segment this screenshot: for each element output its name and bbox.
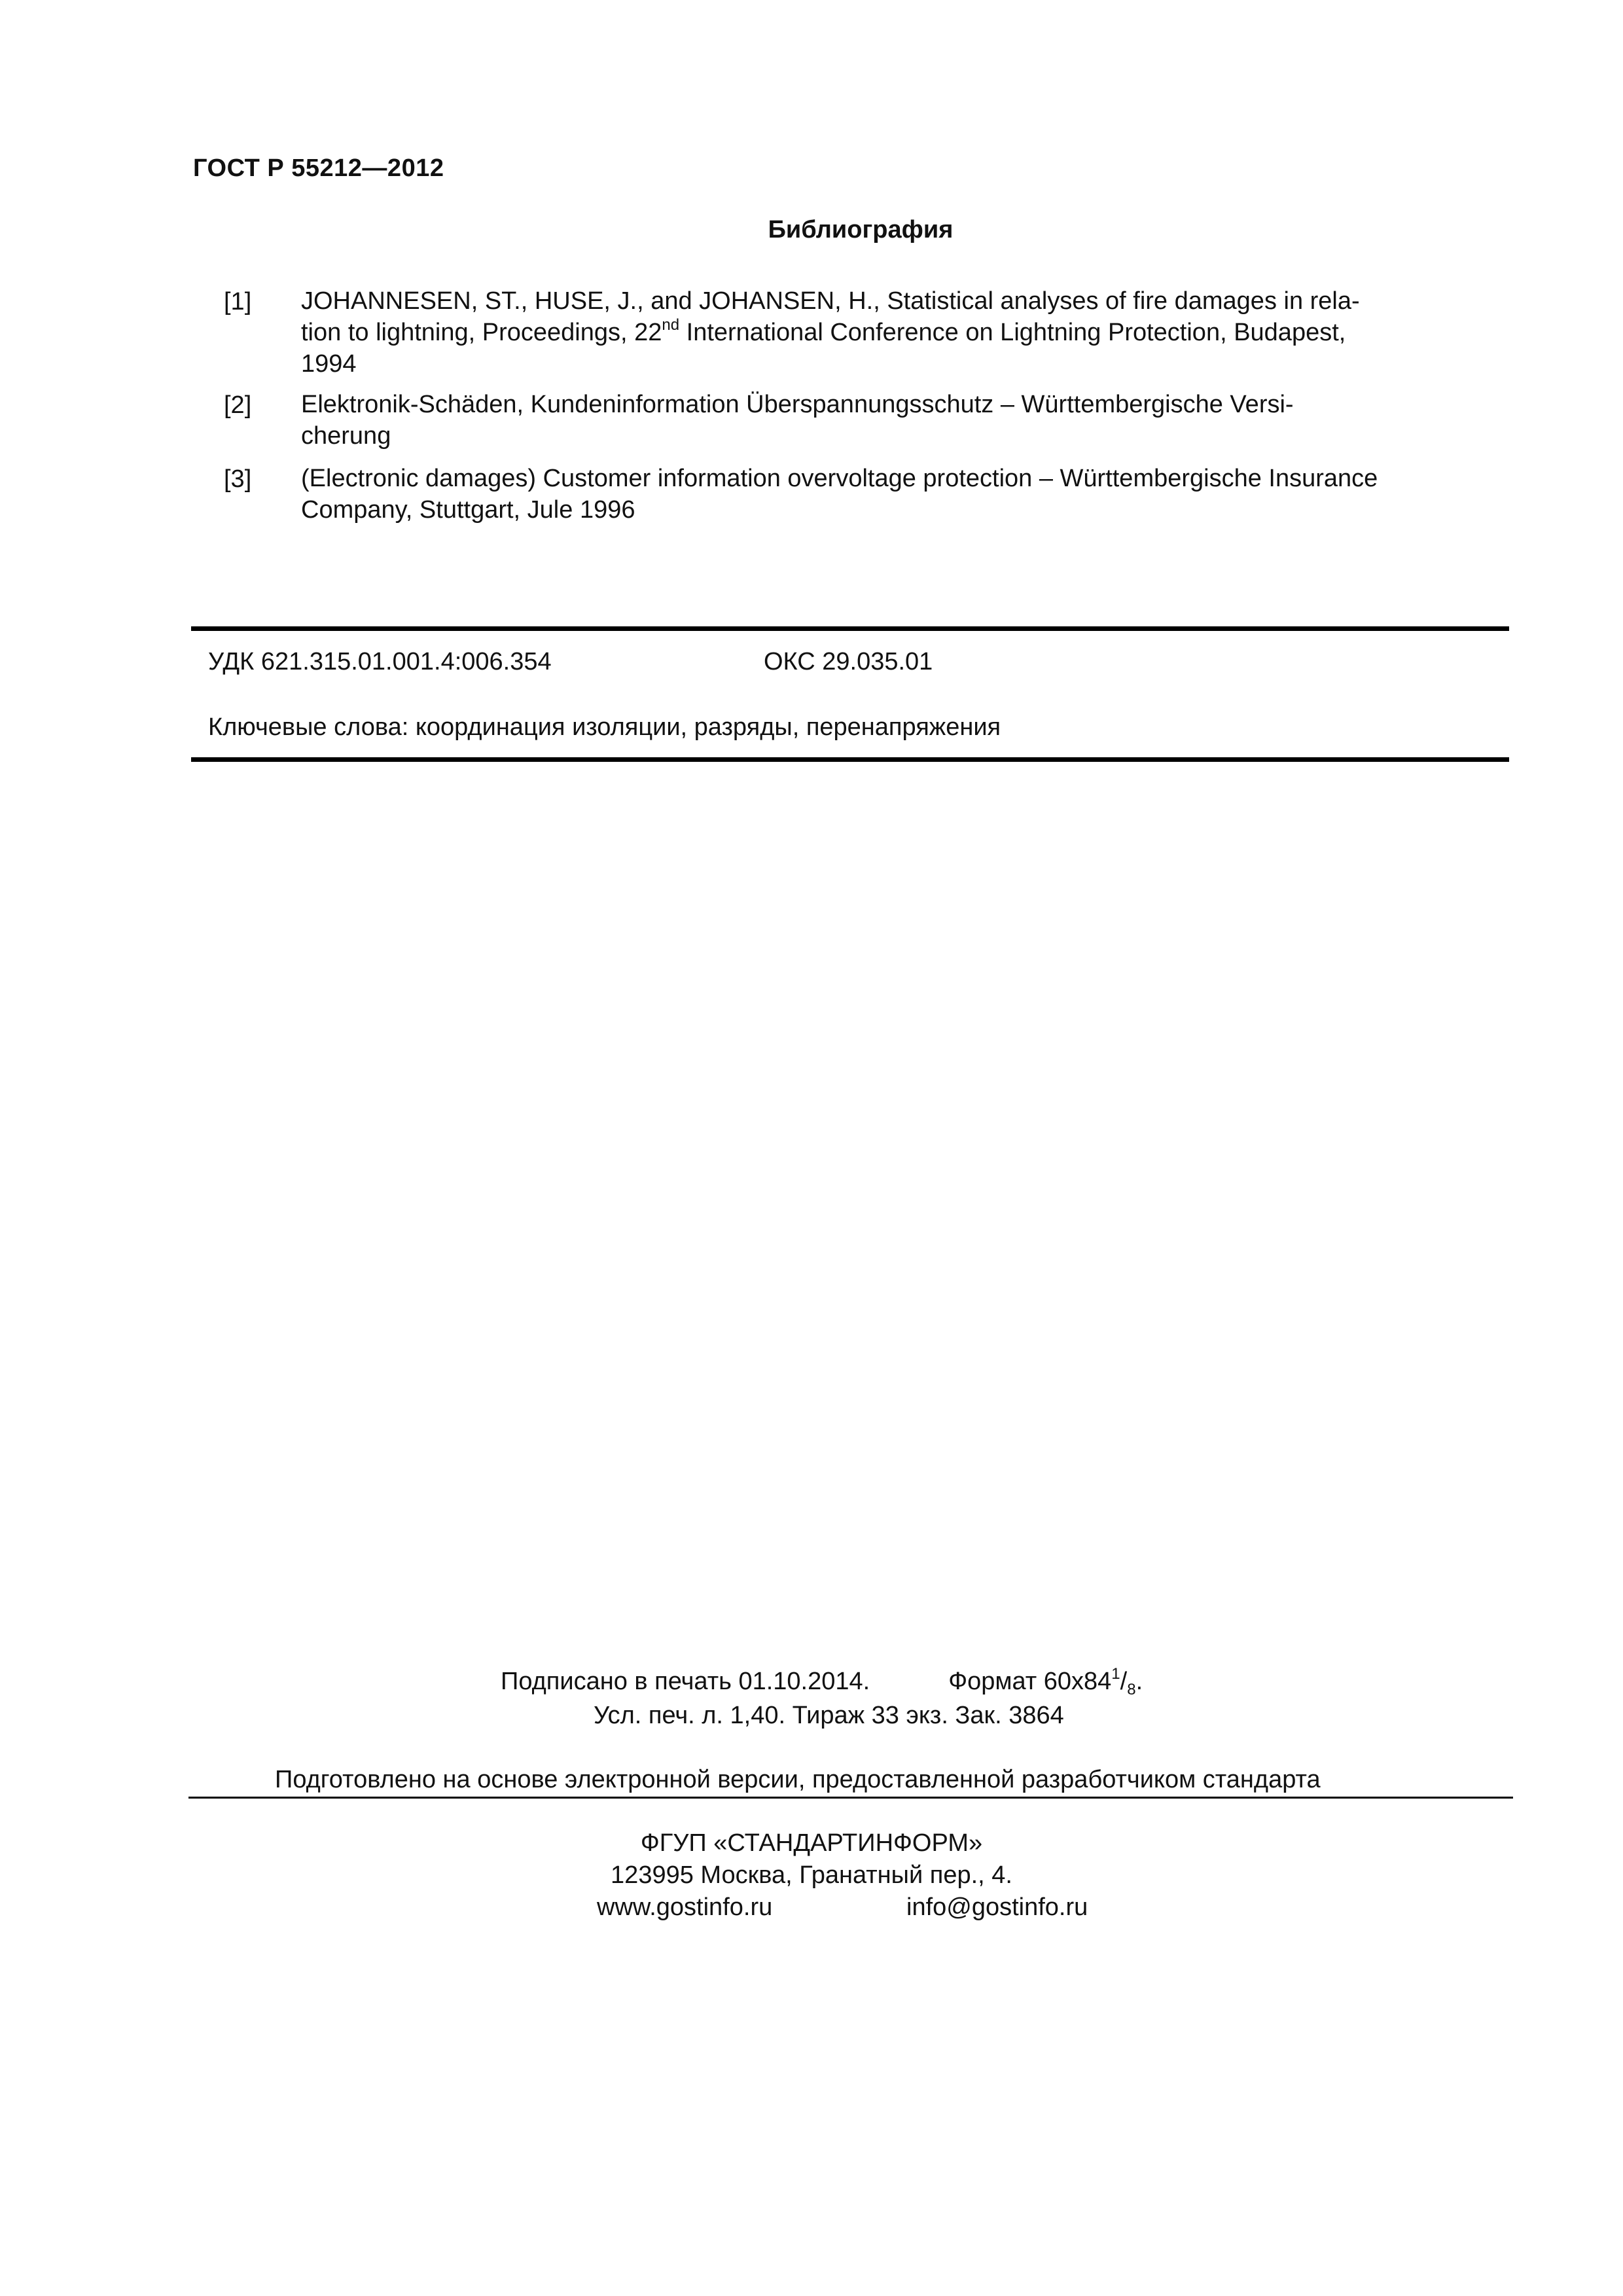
- ordinal-suffix: nd: [662, 316, 680, 334]
- publisher-website[interactable]: www.gostinfo.ru: [597, 1893, 773, 1921]
- reference-line: [301, 317, 1479, 348]
- oks-code: ОКС 29.035.01: [764, 648, 933, 675]
- bottom-thick-rule: [191, 757, 1509, 762]
- standard-code: ГОСТ Р 55212—2012: [193, 154, 444, 182]
- reference-line: Elektronik-Schäden, Kundeninformation Überspannungsschutz – Württembergische Versi-: [301, 391, 1294, 418]
- publisher-address: 123995 Москва, Гранатный пер., 4.: [611, 1861, 1012, 1889]
- reference-line: (Electronic damages) Customer information overvoltage protection – Württembergische Insurance: [301, 465, 1378, 492]
- reference-text: tion to lightning, Proceedings, 22: [301, 319, 662, 346]
- reference-item: [301, 285, 1479, 380]
- signed-date: Подписано в печать 01.10.2014.: [501, 1668, 870, 1695]
- reference-number: [2]: [224, 391, 252, 419]
- imprint-line-2: Усл. печ. л. 1,40. Тираж 33 экз. Зак. 3864: [594, 1702, 1064, 1729]
- paper-format: Формат $60х84^1/_8$.: [948, 1665, 1143, 1698]
- imprint-line-1: [501, 1665, 1143, 1698]
- keywords: Ключевые слова: координация изоляции, разряды, перенапряжения: [208, 713, 1001, 741]
- reference-item: [301, 389, 1479, 452]
- bibliography-title: Библиография: [768, 216, 954, 243]
- reference-line: Company, Stuttgart, Jule 1996: [301, 496, 635, 524]
- thin-rule: [188, 1797, 1513, 1799]
- top-thick-rule: [191, 626, 1509, 631]
- reference-item: [301, 463, 1479, 526]
- reference-line: JOHANNESEN, ST., HUSE, J., and JOHANSEN, H., Statistical analyses of fire damages in rela-: [301, 287, 1360, 315]
- udk-code: УДК 621.315.01.001.4:006.354: [208, 648, 552, 675]
- reference-line: cherung: [301, 422, 391, 450]
- publisher-email[interactable]: info@gostinfo.ru: [906, 1893, 1088, 1921]
- reference-text: International Conference on Lightning Protection, Budapest,: [679, 319, 1346, 346]
- reference-number: [1]: [224, 288, 252, 315]
- publisher-name: ФГУП «СТАНДАРТИНФОРМ»: [640, 1829, 983, 1857]
- reference-number: [3]: [224, 465, 252, 493]
- prepared-note: Подготовлено на основе электронной версии, предоставленной разработчиком стандарта: [275, 1766, 1321, 1793]
- reference-line: 1994: [301, 350, 357, 378]
